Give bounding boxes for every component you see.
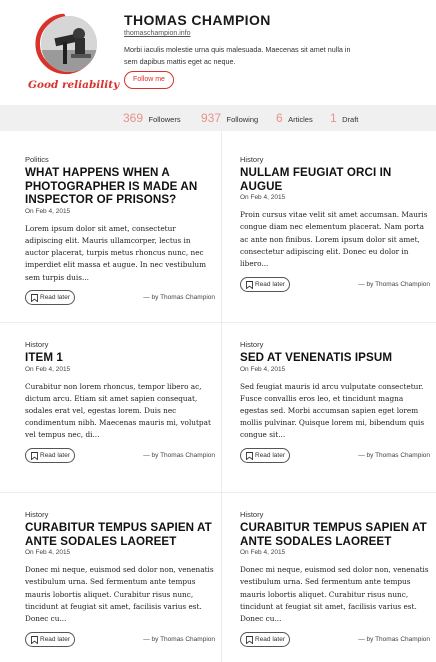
bookmark-icon <box>31 294 38 302</box>
article-footer <box>25 632 215 647</box>
article-footer <box>240 277 430 292</box>
article-title[interactable]: CURABITUR TEMPUS SAPIEN AT ANTE SODALES LAOREET <box>25 521 212 548</box>
article-card <box>25 155 215 284</box>
article-footer <box>25 448 215 463</box>
article-card <box>240 155 430 270</box>
read-later-button[interactable] <box>240 632 290 647</box>
article-card <box>25 510 215 625</box>
article-excerpt: Curabitur non lorem rhoncus, tempor libero ac, dictum arcu. Etiam sit amet sapien consequat, sodales erat vel, egestas lorem. Duis nec condimentum nibh. Maecenas mauris mi, volutpat vel tempus nec, di... <box>25 381 211 440</box>
article-date: On Feb 4, 2015 <box>240 365 286 373</box>
bookmark-icon <box>246 281 253 289</box>
stat-label: Articles <box>288 115 313 124</box>
article-excerpt: Lorem ipsum dolor sit amet, consectetur adipiscing elit. Mauris ullamcorper, lectus in auctor placerat, turpis metus rhoncus nunc, nec imperdiet elit massa et augue. In nec vestibulum sem turpis duis... <box>25 223 207 282</box>
article-byline: — by Thomas Champion <box>143 294 215 301</box>
stat-articles[interactable] <box>276 105 313 131</box>
article-byline: — by Thomas Champion <box>358 281 430 288</box>
article-footer <box>25 290 215 305</box>
read-later-label: Read later <box>40 452 70 459</box>
profile-name: THOMAS CHAMPION <box>124 12 271 28</box>
stat-count: 369 <box>123 111 144 125</box>
article-category[interactable]: History <box>25 340 49 349</box>
profile-tagline: Good reliability <box>28 79 120 91</box>
read-later-label: Read later <box>40 294 70 301</box>
article-byline: — by Thomas Champion <box>143 636 215 643</box>
article-category[interactable]: History <box>25 510 49 519</box>
stat-following[interactable] <box>201 105 258 131</box>
article-byline: — by Thomas Champion <box>358 636 430 643</box>
article-title[interactable]: SED AT VENENATIS IPSUM <box>240 351 393 364</box>
stat-label: Followers <box>148 115 181 124</box>
bookmark-icon <box>246 636 253 644</box>
stat-label: Following <box>226 115 259 124</box>
profile-header <box>0 0 436 105</box>
read-later-label: Read later <box>255 452 285 459</box>
read-later-button[interactable] <box>240 448 290 463</box>
article-date: On Feb 4, 2015 <box>25 549 71 557</box>
photographer-photo-icon <box>41 16 97 72</box>
grid-divider-vertical <box>221 131 222 662</box>
article-excerpt: Donec mi neque, euismod sed dolor non, venenatis vestibulum urna. Sed fermentum ante tempus mauris lobortis aliquet. Curabitur risus nunc, tincidunt at feugiat sit amet, facilisis varius est. Donec cu... <box>25 565 214 623</box>
bookmark-icon <box>246 452 253 460</box>
avatar[interactable] <box>33 12 97 76</box>
article-card <box>25 340 215 442</box>
article-excerpt: Sed feugiat mauris id arcu vulputate consectetur. Fusce convallis eros leo, et tincidunt magna egestas sed. Morbi accumsan sapien eget lorem mollis pulvinar. Quisque lorem mi, bibendum quis congue sit... <box>240 381 425 440</box>
read-later-label: Read later <box>255 281 285 288</box>
bookmark-icon <box>31 636 38 644</box>
article-date: On Feb 4, 2015 <box>240 194 286 202</box>
article-footer <box>240 448 430 463</box>
article-card <box>240 510 430 625</box>
stat-followers[interactable] <box>123 105 181 131</box>
stat-drafts[interactable] <box>330 105 358 131</box>
article-excerpt: Proin cursus vitae velit sit amet accumsan. Mauris congue diam nec elementum placerat. Nam porta ac ante non finibus. Lorem ipsum dolor sit amet, consectetur adipiscing elit. Donec eu dolor in libero... <box>240 210 428 268</box>
bookmark-icon <box>31 452 38 460</box>
read-later-label: Read later <box>255 636 285 643</box>
article-date: On Feb 4, 2015 <box>240 549 286 557</box>
stat-count: 1 <box>330 111 337 125</box>
article-category[interactable]: History <box>240 340 264 349</box>
follow-button[interactable]: Follow me <box>124 71 174 89</box>
article-byline: — by Thomas Champion <box>358 452 430 459</box>
article-date: On Feb 4, 2015 <box>25 207 71 215</box>
read-later-label: Read later <box>40 636 70 643</box>
read-later-button[interactable] <box>25 632 75 647</box>
grid-divider-horizontal <box>0 492 436 493</box>
read-later-button[interactable] <box>240 277 290 292</box>
read-later-button[interactable] <box>25 290 75 305</box>
article-card <box>240 340 430 442</box>
article-title[interactable]: WHAT HAPPENS WHEN A PHOTOGRAPHER IS MADE AN INSPECTOR OF PRISONS? <box>25 166 198 207</box>
article-byline: — by Thomas Champion <box>143 452 215 459</box>
article-category[interactable]: History <box>240 510 264 519</box>
article-title[interactable]: ITEM 1 <box>25 351 63 364</box>
article-footer <box>240 632 430 647</box>
stats-bar <box>0 105 436 131</box>
article-category[interactable]: History <box>240 155 264 164</box>
article-category[interactable]: Politics <box>25 155 49 164</box>
article-title[interactable]: NULLAM FEUGIAT ORCI IN AUGUE <box>240 166 392 193</box>
article-date: On Feb 4, 2015 <box>25 365 71 373</box>
article-excerpt: Donec mi neque, euismod sed dolor non, venenatis vestibulum urna. Sed fermentum ante tempus mauris lobortis aliquet. Curabitur risus nunc, tincidunt at feugiat sit amet, facilisis varius est. Donec cu... <box>240 565 429 623</box>
stat-count: 937 <box>201 111 222 125</box>
read-later-button[interactable] <box>25 448 75 463</box>
grid-divider-horizontal <box>0 322 436 323</box>
article-title[interactable]: CURABITUR TEMPUS SAPIEN AT ANTE SODALES LAOREET <box>240 521 427 548</box>
stat-count: 6 <box>276 111 283 125</box>
avatar-photo <box>41 16 97 72</box>
stat-label: Draft <box>342 115 359 124</box>
profile-bio: Morbi iaculis molestie urna quis malesuada. Maecenas sit amet nulla in sem dapibus mattis eget ac neque. <box>124 45 351 66</box>
profile-website-link[interactable]: thomaschampion.info <box>124 30 191 37</box>
